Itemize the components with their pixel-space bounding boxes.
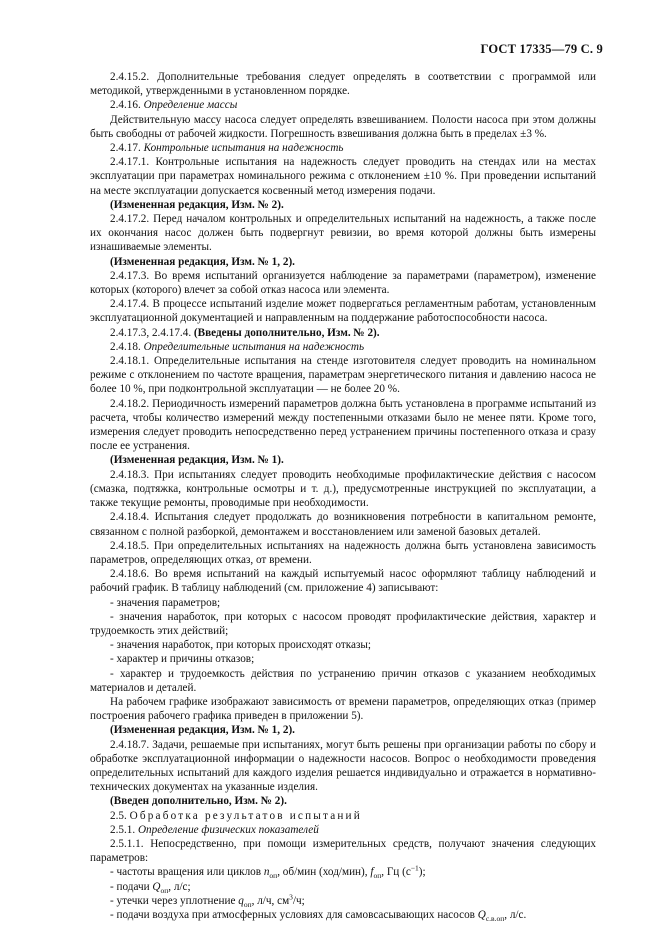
paragraph: 2.4.18.3. При испытаниях следует проводить необходимые профилактические действия с насосом (смазка, подтяжка, контрольные осмотры и т. д.), предусмотренные инструкцией по эксплуатации, а также текущие ремонты, проводимые при необходимости. bbox=[90, 468, 596, 510]
paragraph: 2.4.18.2. Периодичность измерений параметров должна быть установлена в программе испытаний из расчета, чтобы количество измерений между постепенными отказами было не менее пяти. Кроме того, измерения следует проводить непосредственно перед устранением причины постепенного отказа и сразу после ее устранения. bbox=[90, 397, 596, 453]
formula-subscript: оп bbox=[269, 871, 278, 881]
section-title: Определение массы bbox=[143, 99, 238, 112]
section-number: 2.4.16. bbox=[110, 99, 141, 112]
list-item: - значения наработок, при которых происходят отказы; bbox=[110, 639, 372, 652]
section-title: Обработка результатов испытаний bbox=[129, 809, 362, 822]
amendment-text: (Введены дополнительно, Изм. № 2). bbox=[193, 326, 380, 339]
list-item-text: , Гц (с bbox=[381, 866, 411, 879]
formula-subscript: оп bbox=[160, 885, 169, 895]
section-heading bbox=[90, 823, 596, 837]
list-item bbox=[90, 908, 596, 922]
section-number: 2.4.17. bbox=[110, 142, 141, 155]
section-heading bbox=[90, 340, 596, 354]
formula-superscript: 3 bbox=[289, 892, 293, 902]
paragraph: 2.5.1.1. Непосредственно, при помощи измерительных средств, получают значения следующих параметров: bbox=[90, 837, 596, 865]
amendment-note bbox=[90, 453, 596, 467]
section-number: 2.4.17.3, 2.4.17.4. bbox=[110, 326, 192, 339]
paragraph: Действительную массу насоса следует определять взвешиванием. Полости насоса при этом должны быть свободны от рабочей жидкости. Погрешность взвешивания должна быть в пределах ±3 %. bbox=[90, 113, 596, 140]
paragraph: 2.4.17.2. Перед началом контрольных и определительных испытаний на надежность, а также после их окончания насос должен быть подвергнут ревизии, во время которой должны быть измерены изнашиваемые элементы. bbox=[90, 213, 596, 254]
page-header: ГОСТ 17335—79 С. 9 bbox=[480, 42, 603, 56]
formula-symbol: n bbox=[263, 866, 270, 879]
formula-subscript: оп bbox=[373, 871, 382, 881]
section-heading bbox=[90, 809, 596, 823]
amendment-text: (Введен дополнительно, Изм. № 2). bbox=[110, 795, 287, 808]
paragraph: 2.4.18.7. Задачи, решаемые при испытаниях, могут быть решены при организации работы по сбору и обработке эксплуатационной информации о надежности насосов. Вопрос о необходимости проведения определительных испытаний для каждого изделия решается индивидуально и отражается в нормативно-технических документах на указанные изделия. bbox=[90, 738, 596, 794]
list-item-text: , л/ч, см bbox=[251, 894, 290, 907]
list-item bbox=[90, 865, 596, 879]
formula-symbol: Q bbox=[152, 880, 161, 893]
paragraph: 2.4.18.4. Испытания следует продолжать до возникновения потребности в капитальном ремонте, связанном с полной разборкой, демонтажем и восстановлением или заменой базовых деталей. bbox=[90, 511, 596, 538]
section-heading bbox=[90, 98, 596, 112]
paragraph: 2.4.17.4. В процессе испытаний изделие может подвергаться регламентным работам, установленным эксплуатационной документацией и направленным на поддержание работоспособности насоса. bbox=[90, 298, 596, 325]
paragraph: 2.4.18.5. При определительных испытаниях на надежность должна быть установлена зависимость параметров, определяющих отказ, от времени. bbox=[90, 539, 596, 566]
list-item bbox=[90, 894, 596, 908]
formula-subscript: с.в.оп bbox=[485, 914, 505, 924]
list-item: - значения наработок, при которых с насосом проводят профилактические действия, характер и трудоемкость этих действий; bbox=[90, 610, 596, 637]
paragraph: 2.4.18.1. Определительные испытания на стенде изготовителя следует проводить на номинальном режиме с отклонением по частоте вращения, параметрам энергетического питания и давлению насоса не более 10 %, при подконтрольной эксплуатации — не более 20 %. bbox=[90, 355, 596, 396]
amendment-note bbox=[90, 794, 596, 808]
paragraph: 2.4.17.3. Во время испытаний организуется наблюдение за параметрами (параметром), изменение которых (которого) влечет за собой отказ насоса или элемента. bbox=[90, 269, 596, 297]
paragraph: 2.4.18.6. Во время испытаний на каждый испытуемый насос оформляют таблицу наблюдений и рабочий график. В таблицу наблюдений (см. приложение 4) записывают: bbox=[90, 568, 596, 595]
list-item-text: - утечки через уплотнение bbox=[110, 894, 239, 907]
list-item: - характер и причины отказов; bbox=[110, 653, 255, 666]
formula-subscript: оп bbox=[243, 900, 252, 910]
paragraph: 2.4.15.2. Дополнительные требования следует определять в соответствии с программой или методикой, утвержденными в установленном порядке. bbox=[90, 71, 596, 98]
formula-symbol: q bbox=[238, 894, 244, 907]
list-item: - характер и трудоемкость действия по устранению причин отказов с указанием необходимых материалов и деталей. bbox=[90, 667, 596, 694]
section-title: Определение физических показателей bbox=[137, 823, 319, 836]
amendment-text: (Измененная редакция, Изм. № 1, 2). bbox=[110, 724, 295, 737]
section-title: Контрольные испытания на надежность bbox=[143, 142, 344, 155]
amendment-note bbox=[90, 255, 596, 269]
formula-symbol: f bbox=[370, 866, 374, 879]
section-title: Определительные испытания на надежность bbox=[143, 340, 365, 353]
list-item-text: , л/с. bbox=[504, 908, 527, 921]
section-number: 2.5.1. bbox=[110, 823, 136, 836]
amendment-text: (Измененная редакция, Изм. № 1). bbox=[110, 454, 284, 467]
section-number: 2.4.18. bbox=[110, 340, 141, 353]
list-item: - значения параметров; bbox=[110, 596, 221, 609]
amendment-note bbox=[90, 723, 596, 737]
amendment-note bbox=[90, 198, 596, 212]
section-number: 2.5. bbox=[110, 809, 127, 822]
formula-symbol: Q bbox=[477, 908, 486, 921]
document-body bbox=[90, 70, 596, 922]
list-item bbox=[90, 880, 596, 894]
amendment-note bbox=[90, 326, 596, 340]
paragraph: 2.4.17.1. Контрольные испытания на надежность следует проводить на стендах или на местах эксплуатации при параметрах номинального режима с отклонением ±10 %. При проведении испытаний на месте эксплуатации допускается косвенный метод измерения подачи. bbox=[90, 156, 596, 197]
list-item-text: , об/мин (ход/мин), bbox=[277, 866, 371, 879]
list-item-text: , л/с; bbox=[168, 880, 191, 893]
list-item-text: - подачи bbox=[110, 880, 153, 893]
list-item-text: /ч; bbox=[292, 894, 305, 907]
amendment-text: (Измененная редакция, Изм. № 1, 2). bbox=[110, 255, 295, 268]
list-item-text: - подачи воздуха при атмосферных условиях для самовсасывающих насосов bbox=[110, 908, 478, 921]
formula-superscript: −1 bbox=[410, 863, 419, 873]
amendment-text: (Измененная редакция, Изм. № 2). bbox=[110, 198, 284, 211]
list-item-text: - частоты вращения или циклов bbox=[110, 866, 264, 879]
list-item-text: ); bbox=[418, 866, 426, 879]
paragraph: На рабочем графике изображают зависимость от времени параметров, определяющих отказ (пример построения рабочего графика приведен в приложении 5). bbox=[90, 695, 596, 723]
section-heading bbox=[90, 141, 596, 155]
